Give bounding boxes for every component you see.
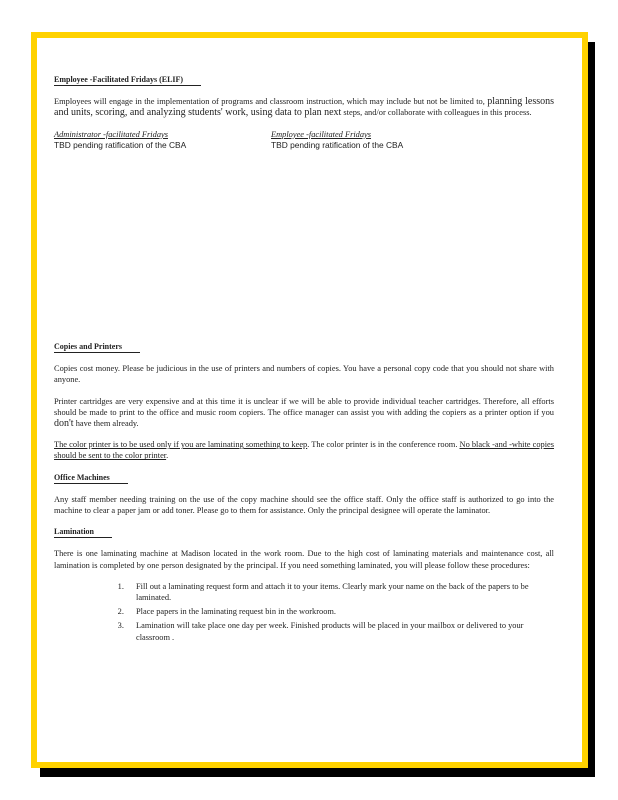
elif-text-large: planning lessons and units, scoring, and analyzing students' work, using data to plan next [54,96,554,119]
copies-paragraph-1: Copies cost money. Please be judicious in the use of printers and numbers of copies. You have a personal copy code that you should not share with anyone. [54,364,554,385]
admin-column [54,129,271,151]
copies-paragraph-2 [54,396,554,430]
copies-p3-end: . [166,451,169,461]
list-item: 2. Place papers in the laminating request bin in the workroom. [126,606,554,617]
employee-column [271,129,411,151]
lamination-paragraph: There is one laminating machine at Madison located in the work room. Due to the high cost of laminating materials and maintenance cost, all lamination is completed by one person designated by the principal. If you need something laminated, you will please follow these procedures: [54,549,554,570]
facilitated-columns [54,129,554,151]
blank-space [54,151,554,341]
elif-paragraph [54,96,554,118]
list-item: 1. Fill out a laminating request form and attach it to your items. Clearly mark your name on the back of the papers to be laminated. [126,581,554,603]
office-heading: Office Machines [54,472,128,484]
elif-text-start: Employees will engage in the implementation of programs and classroom instruction, which may include but not be limited to, [54,97,488,107]
document-content [54,74,554,646]
elif-text-end: steps, and/or collaborate with colleagues in this process. [341,108,532,118]
employee-heading: Employee -facilitated Fridays [271,129,372,139]
no-bw-rule: No black -and -white copies should be sent to the color printer [54,440,555,461]
list-item: 3. Lamination will take place one day per week. Finished products will be placed in your mailbox or delivered to your classroom . [126,620,554,642]
lamination-steps [54,581,554,643]
admin-text: TBD pending ratification of the CBA [54,139,187,150]
admin-heading: Administrator -facilitated Fridays [54,129,168,139]
copies-p2-start: Printer cartridges are very expensive and at this time it is unclear if we will be able to provide individual teacher cartridges. Therefore, all efforts should be made to print to the office and music room copiers. The office manager can assist you with adding the copiers as a printer option if you [54,396,554,417]
copies-p2-end: have them already. [73,419,139,429]
elif-heading: Employee -Facilitated Fridays (ELIF) [54,74,201,86]
copies-p2-large: don't [54,418,74,430]
copies-p3-mid: . The color printer is in the conference room. [307,440,460,450]
color-printer-rule: The color printer is to be used only if you are laminating something to keep [54,440,308,450]
copies-paragraph-3 [54,439,554,461]
copies-heading: Copies and Printers [54,341,140,353]
lamination-heading: Lamination [54,526,112,538]
employee-text: TBD pending ratification of the CBA [271,139,404,150]
office-paragraph: Any staff member needing training on the use of the copy machine should see the office staff. Only the office staff is authorized to go into the machine to clear a paper jam or add toner. Please go to them for assistance. Only the principal designee will operate the laminator. [54,494,554,516]
document-page [31,32,588,768]
